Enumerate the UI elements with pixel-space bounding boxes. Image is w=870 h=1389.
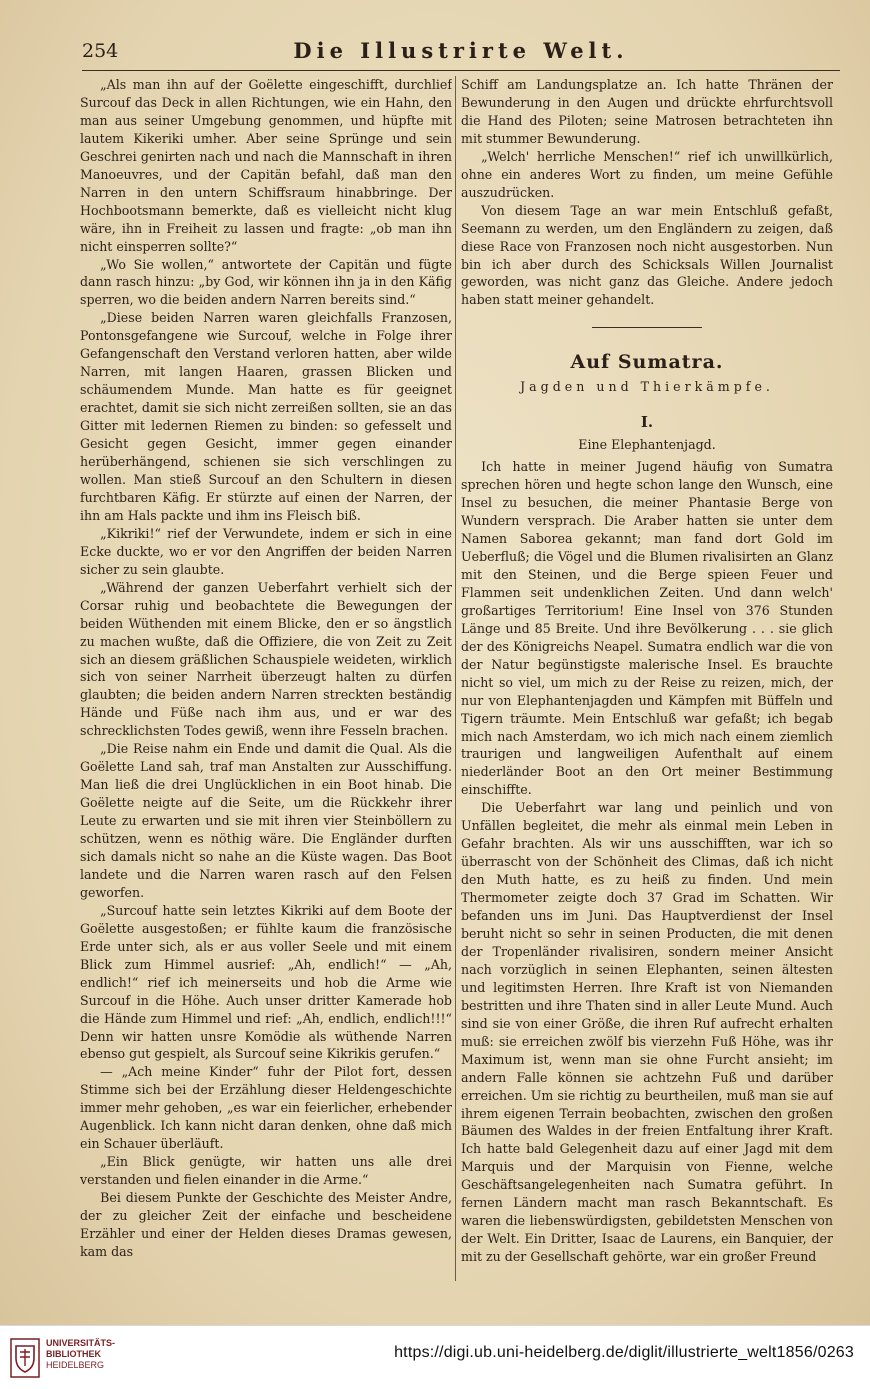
library-logo-text[interactable]	[46, 1338, 115, 1371]
left-paragraph: „Während der ganzen Ueberfahrt verhielt sich der Corsar ruhig und beobachtete die Bewegungen der beiden Wüthenden mit einem Blicke, den er so ängstlich zu machen wußte, daß die Offiziere, die von Zeit zu Zeit sich an diesem gräßlichen Schauspiele weideten, wirklich sich von seiner Narrheit überzeugt halten zu dürfen glaubten; die beiden andern Narren streckten beständig Hände und Füße nach ihm aus, und er war des schrecklichsten Todes gewiß, wenn ihre Fesseln brachen.	[80, 579, 452, 739]
right-paragraph: Ich hatte in meiner Jugend häufig von Sumatra sprechen hören und hegte schon lange den Wunsch, eine Insel zu besuchen, die meiner Phantasie Berge von Wundern versprach. Die Araber hatten sie unter dem Namen Saborea gekannt; man fand dort Gold im Ueberfluß; die Vögel und die Blumen rivalisirten an Glanz mit den Steinen, und die Berge spieen Feuer und Flammen seit undenklichen Zeiten. Und dann welch' großartiges Territorium! Eine Insel von 376 Stunden Länge und 85 Breite. Und ihre Bevölkerung . . . sie glich der des Königreichs Neapel. Sumatra endlich war die von der Natur begünstigste malerische Insel. Es brauchte nicht so viel, um mich zu der Reise zu reizen, mich, der nur von Elephantenjagden und Kämpfen mit Büffeln und Tigern träumte. Mein Entschluß war gefaßt; ich begab mich nach Amsterdam, wo ich mich nach einem ziemlich traurigen und langweiligen Aufenthalt auf einem niederländer Boot an den Ort meiner Bestimmung einschiffte.	[461, 459, 833, 798]
right-paragraph: Von diesem Tage an war mein Entschluß gefaßt, Seemann zu werden, um den Engländern zu zeigen, daß diese Race von Franzosen noch nicht ausgestorben. Nun bin ich aber durch des Schicksals Willen Journalist geworden, was nicht ganz das Gleiche. Andere jedoch haben statt meiner gehandelt.	[461, 202, 833, 308]
left-paragraph: „Die Reise nahm ein Ende und damit die Qual. Als die Goëlette Land sah, traf man Anstalten zur Ausschiffung. Man ließ die drei Unglücklichen in ein Boot hinab. Die Goëlette neigte auf die Seite, um die Rückkehr ihrer Leute zu erwarten und sie mit ihren vier Steinböllern zu schützen, wenn es nöthig wäre. Die Engländer durften sich damals nicht so nahe an die Küste wagen. Das Boot landete und die Narren waren rasch auf den Felsen geworfen.	[80, 741, 452, 900]
library-name-line1: UNIVERSITÄTS-	[46, 1338, 116, 1348]
left-paragraph: „Kikriki!“ rief der Verwundete, indem er sich in eine Ecke duckte, wo er vor den Angriffen der beiden Narren sicher zu sein glaubte.	[80, 525, 452, 577]
section-number: I.	[640, 413, 654, 432]
column-divider	[455, 76, 456, 1281]
section-subtitle: Jagden und Thierkämpfe.	[520, 379, 774, 395]
page-number: 254	[82, 40, 119, 62]
left-paragraph: „Surcouf hatte sein letztes Kikriki auf dem Boote der Goëlette ausgestoßen; er fühlte kaum die französische Erde unter sich, als er aus voller Seele und mit einem Blick zum Himmel ausrief: „Ah, endlich!“ — „Ah, endlich!“ rief ich meinerseits und hob die Arme wie Surcouf in die Höhe. Auch unser dritter Kamerade hob die Hände zum Himmel und rief: „Ah, endlich, endlich!!!“ Denn wir hatten unsre Komödie als wüthende Narren ebenso gut gespielt, als Surcouf seine Kikrikis gerufen.“	[80, 902, 452, 1062]
university-seal-icon	[10, 1338, 40, 1378]
chapter-title: Eine Elephantenjagd.	[578, 437, 716, 453]
left-paragraph: „Ein Blick genügte, wir hatten uns alle drei verstanden und fielen einander in die Arme.“	[80, 1154, 452, 1188]
left-paragraph: — „Ach meine Kinder“ fuhr der Pilot fort, dessen Stimme sich bei der Erzählung dieser Heldengeschichte immer mehr gehoben, „es war ein feierlicher, erhebender Augenblick. Ich kann nicht daran denken, ohne daß mich ein Schauer überläuft.	[80, 1064, 452, 1152]
right-paragraph: „Welch' herrliche Menschen!“ rief ich unwillkürlich, ohne ein anderes Wort zu finden, um meine Gefühle auszudrücken.	[461, 148, 833, 200]
left-paragraph: „Diese beiden Narren waren gleichfalls Franzosen, Pontonsgefangene wie Surcouf, welche in Folge ihrer Gefangenschaft den Verstand verloren hatten, aber wilde Narren, mit langen Haaren, grassen Blicken und schäumendem Munde. Man hatte es für geeignet erachtet, damit sie sich nicht zerreißen sollten, sie an das Gitter mit ledernen Riemen zu binden: so gefesselt und Gesicht gegen Gesicht, immer gegen einander herüberhängend, schienen sie sich verschlingen zu wollen. Man stieß Surcouf an den Schultern in diesen furchtbaren Käfig. Er stürzte auf einen der Narren, der ihn am Hals packte und ihm ins Fleisch biß.	[80, 310, 452, 523]
left-paragraph: „Wo Sie wollen,“ antwortete der Capitän und fügte dann rasch hinzu: „by God, wir können ihn ja in den Käfig sperren, wo die beiden andern Narren bereits sind.“	[80, 256, 452, 308]
right-paragraph: Schiff am Landungsplatze an. Ich hatte Thränen der Bewunderung in den Augen und drückte ehrfurchtsvoll die Hand des Piloten; seine Matrosen betrachteten ihn mit stummer Bewunderung.	[461, 77, 833, 146]
page-header	[82, 36, 840, 71]
library-name-line3: HEIDELBERG	[46, 1360, 105, 1370]
viewer-footer	[0, 1325, 870, 1389]
section-title: Auf Sumatra.	[570, 351, 724, 374]
left-paragraph: „Als man ihn auf der Goëlette eingeschifft, durchlief Surcouf das Deck in allen Richtungen, wie ein Hahn, den man aus seiner Umgebung genommen, und hüpfte mit lautem Kikeriki umher. Aber seine Sprünge und sein Geschrei genirten nach und nach die Mannschaft in ihren Manoeuvres, und der Capitän befahl, daß man den Narren in den untern Schiffsraum hinabbringe. Der Hochbootsmann bemerkte, daß es vielleicht nicht klug wäre, ihn in Freiheit zu lassen und fragte: „ob man ihn nicht einsperren sollte?“	[80, 77, 452, 254]
permalink-url[interactable]: https://digi.ub.uni-heidelberg.de/diglit/illustrierte_welt1856/0263	[394, 1344, 854, 1361]
section-separator	[592, 327, 702, 328]
library-name-line2: BIBLIOTHEK	[46, 1349, 101, 1359]
left-paragraph: Bei diesem Punkte der Geschichte des Meister Andre, der zu gleicher Zeit der einfache und bescheidene Erzähler und einer der Helden dieses Dramas gewesen, kam das	[80, 1190, 452, 1259]
running-title: Die Illustrirte Welt.	[293, 38, 629, 63]
left-column	[80, 76, 452, 1281]
right-column	[461, 76, 833, 1281]
right-paragraph: Die Ueberfahrt war lang und peinlich und von Unfällen begleitet, die mehr als einmal mein Leben in Gefahr brachten. Als wir uns ausschifften, war ich so überrascht von der Schönheit des Climas, daß ich nicht den Muth hatte, es zu heiß zu finden. Und mein Thermometer zeigte doch 37 Grad im Schatten. Wir befanden uns im Juni. Das Hauptverdienst der Insel beruht nicht so sehr in seinen Producten, die mit denen der Tropenländer rivalisiren, sondern meiner Ansicht nach vorzüglich in seinen Elephanten, seinen ältesten und legitimsten Herren. Ihre Kraft ist von Niemanden bestritten und ihre Thaten sind in aller Leute Mund. Auch sind sie von einer Größe, die ihren Ruf aufrecht erhalten muß: sie erreichen zwölf bis vierzehn Fuß Höhe, was ihr Maximum ist, wenn man sie ohne Furcht ansieht; im andern Falle können sie achtzehn Fuß und darüber erreichen. Um sie richtig zu beurtheilen, muß man sie auf ihrem eigenen Terrain beobachten, zwischen den großen Bäumen des Waldes in der freien Entfaltung ihrer Kraft. Ich hatte bald Gelegenheit dazu auf einer Jagd mit dem Marquis und der Marquisin von Fienne, welche Geschäftsangelegenheiten nach Sumatra geführt. In fernen Ländern macht man rasch Bekanntschaft. Es waren die liebenswürdigsten, gebildetsten Menschen von der Welt. Ein Dritter, Isaac de Laurens, ein Banquier, der mit zu der Gesellschaft gehörte, war ein großer Freund	[461, 800, 833, 1265]
